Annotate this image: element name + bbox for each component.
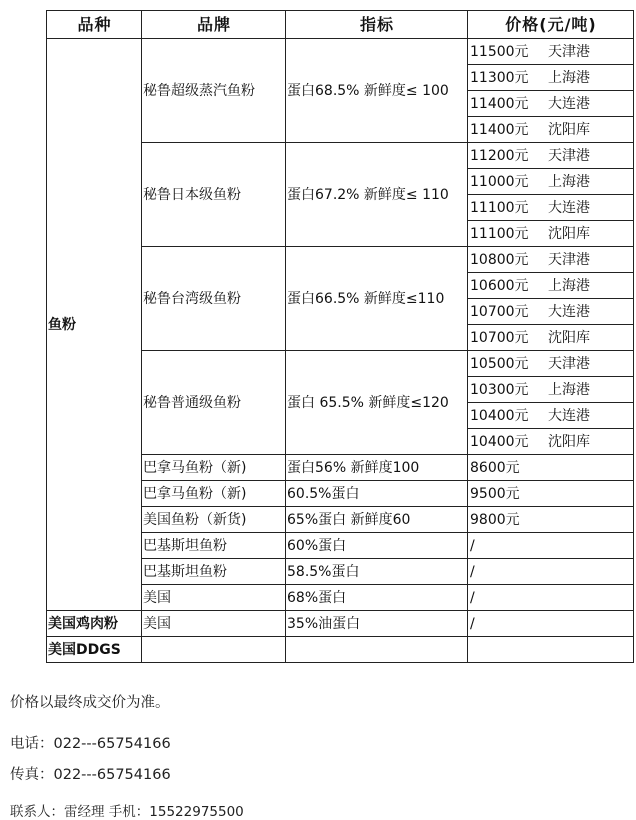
brand-cell: 美国鱼粉（新货) — [142, 507, 286, 533]
price-disclaimer: 价格以最终成交价为准。 — [10, 695, 170, 711]
price-port: 上海港 — [548, 381, 590, 398]
price-port: 沈阳库 — [548, 329, 590, 346]
brand-cell: 秘鲁日本级鱼粉 — [142, 143, 286, 247]
category-cell-fishmeal: 鱼粉 — [47, 39, 142, 611]
spec-cell: 蛋白 65.5% 新鲜度≤120 — [286, 351, 468, 455]
brand-cell: 美国 — [142, 585, 286, 611]
price-cell — [468, 637, 634, 663]
spec-cell: 蛋白68.5% 新鲜度≤ 100 — [286, 39, 468, 143]
spec-cell: 58.5%蛋白 — [286, 559, 468, 585]
price-amount: 10800元 — [470, 251, 529, 268]
spec-cell: 35%油蛋白 — [286, 611, 468, 637]
header-brand: 品牌 — [142, 11, 286, 39]
price-amount: 11400元 — [470, 95, 529, 112]
price-cell — [468, 273, 634, 299]
price-amount: 10300元 — [470, 381, 529, 398]
price-amount: 11100元 — [470, 199, 529, 216]
price-cell — [468, 39, 634, 65]
price-cell — [468, 195, 634, 221]
price-port: 天津港 — [548, 43, 590, 60]
category-cell: 美国DDGS — [47, 637, 142, 663]
price-amount: 11000元 — [470, 173, 529, 190]
price-amount: 11200元 — [470, 147, 529, 164]
price-port: 天津港 — [548, 251, 590, 268]
price-cell — [468, 299, 634, 325]
brand-cell: 秘鲁超级蒸汽鱼粉 — [142, 39, 286, 143]
brand-cell — [142, 637, 286, 663]
price-port: 天津港 — [548, 355, 590, 372]
fax-number: 传真：022---65754166 — [10, 767, 171, 783]
price-cell: 9500元 — [468, 481, 634, 507]
price-cell — [468, 377, 634, 403]
price-cell: / — [468, 559, 634, 585]
price-cell — [468, 351, 634, 377]
spec-cell: 蛋白67.2% 新鲜度≤ 110 — [286, 143, 468, 247]
price-cell: 8600元 — [468, 455, 634, 481]
price-amount: 11300元 — [470, 69, 529, 86]
spec-cell: 蛋白56% 新鲜度100 — [286, 455, 468, 481]
price-cell — [468, 117, 634, 143]
header-row — [47, 11, 634, 39]
brand-cell: 巴拿马鱼粉（新) — [142, 455, 286, 481]
phone-number: 电话：022---65754166 — [10, 736, 171, 752]
price-cell — [468, 403, 634, 429]
price-amount: 11100元 — [470, 225, 529, 242]
brand-cell: 秘鲁台湾级鱼粉 — [142, 247, 286, 351]
price-cell — [468, 169, 634, 195]
price-cell: / — [468, 533, 634, 559]
brand-cell: 秘鲁普通级鱼粉 — [142, 351, 286, 455]
price-amount: 10400元 — [470, 433, 529, 450]
category-cell: 美国鸡肉粉 — [47, 611, 142, 637]
price-port: 沈阳库 — [548, 121, 590, 138]
price-cell — [468, 221, 634, 247]
table-body — [47, 39, 634, 663]
price-cell: / — [468, 611, 634, 637]
header-spec: 指标 — [286, 11, 468, 39]
price-port: 大连港 — [548, 407, 590, 424]
price-amount: 10600元 — [470, 277, 529, 294]
price-port: 沈阳库 — [548, 225, 590, 242]
table-row — [47, 611, 634, 637]
table-row — [47, 637, 634, 663]
price-amount: 11400元 — [470, 121, 529, 138]
price-port: 大连港 — [548, 303, 590, 320]
price-amount: 11500元 — [470, 43, 529, 60]
price-cell — [468, 65, 634, 91]
brand-cell: 巴基斯坦鱼粉 — [142, 559, 286, 585]
spec-cell: 60.5%蛋白 — [286, 481, 468, 507]
spec-cell: 65%蛋白 新鲜度60 — [286, 507, 468, 533]
contact-info: 联系人：雷经理 手机：15522975500 — [10, 804, 244, 820]
price-cell: 9800元 — [468, 507, 634, 533]
spec-cell: 蛋白66.5% 新鲜度≤110 — [286, 247, 468, 351]
header-price: 价格(元/吨) — [468, 11, 634, 39]
price-cell: / — [468, 585, 634, 611]
price-table — [46, 10, 634, 663]
price-cell — [468, 247, 634, 273]
price-port: 大连港 — [548, 199, 590, 216]
price-port: 天津港 — [548, 147, 590, 164]
spec-cell: 60%蛋白 — [286, 533, 468, 559]
price-cell — [468, 91, 634, 117]
price-port: 上海港 — [548, 277, 590, 294]
price-port: 大连港 — [548, 95, 590, 112]
price-amount: 10700元 — [470, 303, 529, 320]
price-amount: 10500元 — [470, 355, 529, 372]
brand-cell: 美国 — [142, 611, 286, 637]
brand-cell: 巴拿马鱼粉（新) — [142, 481, 286, 507]
price-port: 沈阳库 — [548, 433, 590, 450]
price-cell — [468, 325, 634, 351]
header-category: 品种 — [47, 11, 142, 39]
price-port: 上海港 — [548, 69, 590, 86]
brand-cell: 巴基斯坦鱼粉 — [142, 533, 286, 559]
price-port: 上海港 — [548, 173, 590, 190]
price-cell — [468, 429, 634, 455]
spec-cell: 68%蛋白 — [286, 585, 468, 611]
price-cell — [468, 143, 634, 169]
spec-cell — [286, 637, 468, 663]
price-amount: 10400元 — [470, 407, 529, 424]
table-row — [47, 39, 634, 65]
price-amount: 10700元 — [470, 329, 529, 346]
